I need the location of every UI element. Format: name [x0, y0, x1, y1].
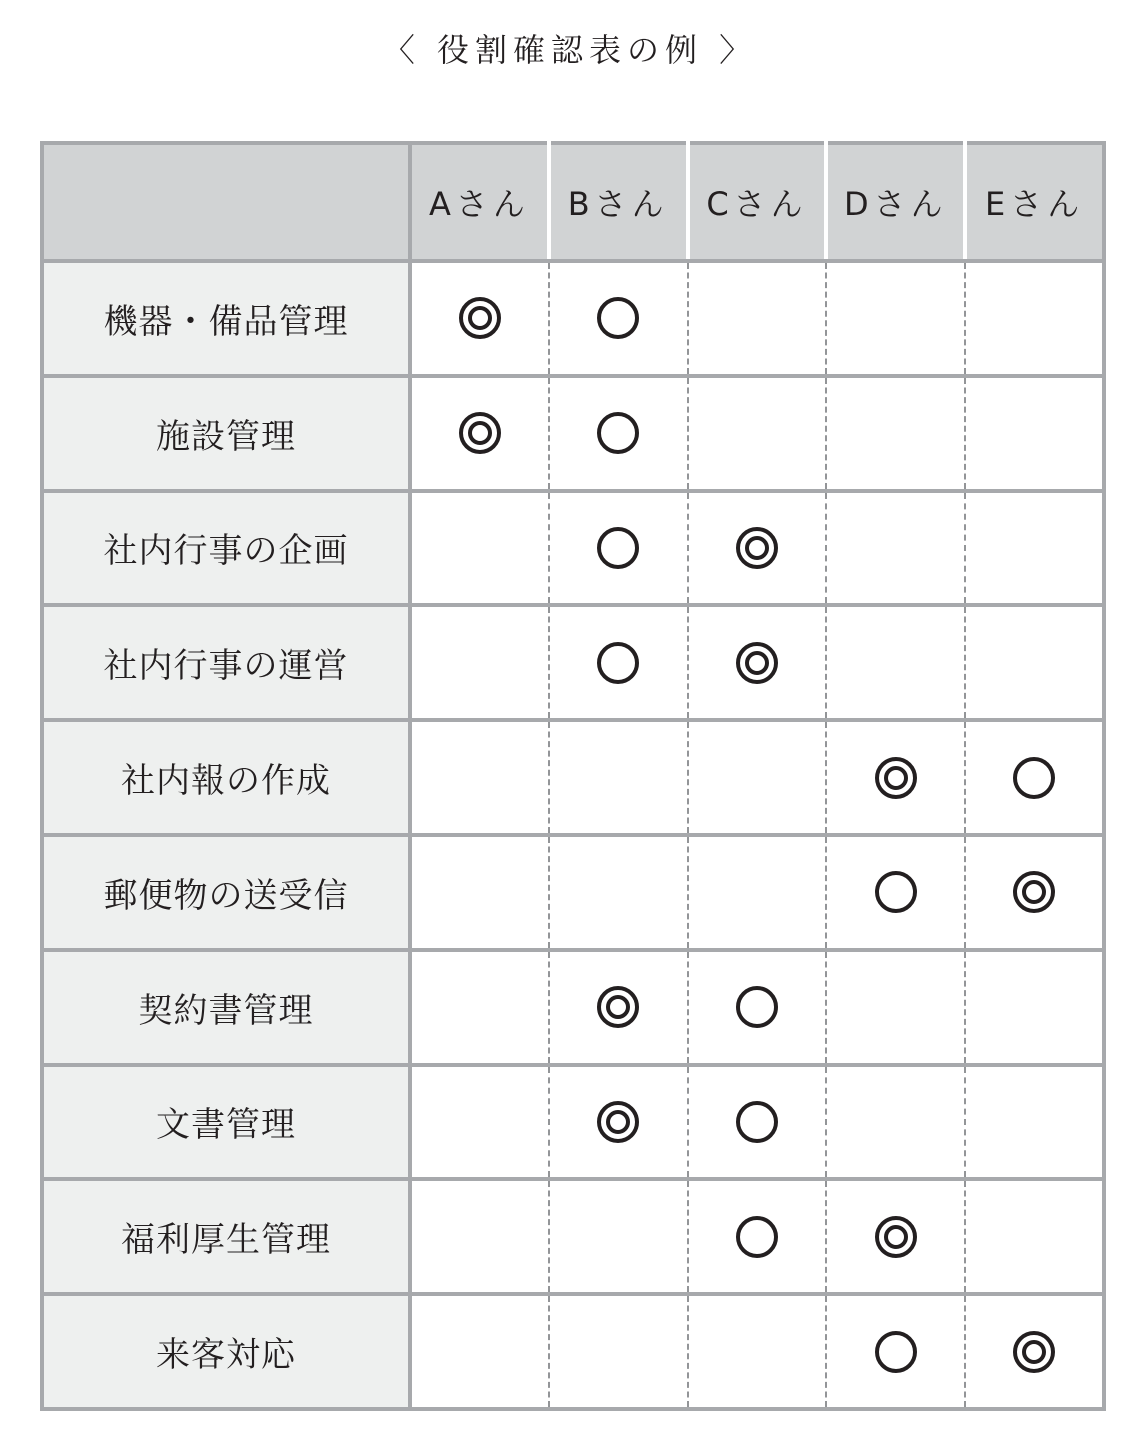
task-label: 来客対応 — [42, 1294, 410, 1409]
double-circle-mark — [734, 525, 780, 571]
task-label: 文書管理 — [42, 1065, 410, 1180]
role-cell — [688, 376, 827, 491]
task-label: 契約書管理 — [42, 950, 410, 1065]
role-cell — [965, 605, 1104, 720]
task-label: 社内行事の運営 — [42, 605, 410, 720]
circle-mark — [873, 1329, 919, 1375]
role-cell — [826, 605, 965, 720]
role-cell — [965, 1179, 1104, 1294]
role-cell — [410, 491, 549, 606]
role-table — [40, 141, 1106, 1411]
table-row — [42, 491, 1104, 606]
role-cell — [826, 376, 965, 491]
role-cell — [965, 491, 1104, 606]
circle-mark — [595, 410, 641, 456]
double-circle-mark — [595, 984, 641, 1030]
table-row — [42, 950, 1104, 1065]
table-row — [42, 605, 1104, 720]
role-cell — [965, 376, 1104, 491]
double-circle-mark — [873, 755, 919, 801]
circle-mark — [595, 295, 641, 341]
role-cell — [410, 605, 549, 720]
column-header: Cさん — [688, 143, 827, 261]
task-label: 福利厚生管理 — [42, 1179, 410, 1294]
role-cell — [410, 950, 549, 1065]
role-cell — [826, 261, 965, 376]
role-cell — [965, 950, 1104, 1065]
role-cell — [688, 835, 827, 950]
role-cell — [826, 1065, 965, 1180]
role-cell — [826, 950, 965, 1065]
role-cell — [549, 720, 688, 835]
table-row — [42, 1294, 1104, 1409]
double-circle-mark — [595, 1099, 641, 1145]
role-cell — [410, 720, 549, 835]
table-row — [42, 720, 1104, 835]
table-row — [42, 376, 1104, 491]
task-label: 機器・備品管理 — [42, 261, 410, 376]
role-cell — [549, 1179, 688, 1294]
role-cell — [688, 1294, 827, 1409]
circle-mark — [734, 984, 780, 1030]
role-cell — [410, 1179, 549, 1294]
column-header: Dさん — [826, 143, 965, 261]
header-row — [42, 143, 1104, 261]
corner-cell — [42, 143, 410, 261]
role-cell — [965, 1065, 1104, 1180]
role-cell — [688, 261, 827, 376]
page-title: 〈 役割確認表の例 〉 — [382, 31, 758, 69]
task-label: 施設管理 — [42, 376, 410, 491]
role-cell — [549, 491, 688, 606]
role-cell — [549, 835, 688, 950]
role-cell — [410, 1065, 549, 1180]
role-cell — [826, 835, 965, 950]
role-cell — [965, 720, 1104, 835]
double-circle-mark — [1011, 1329, 1057, 1375]
table-row — [42, 1065, 1104, 1180]
role-cell — [826, 491, 965, 606]
column-header: Eさん — [965, 143, 1104, 261]
role-cell — [965, 261, 1104, 376]
role-cell — [826, 1179, 965, 1294]
role-cell — [410, 261, 549, 376]
circle-mark — [734, 1099, 780, 1145]
role-cell — [410, 1294, 549, 1409]
circle-mark — [595, 525, 641, 571]
circle-mark — [734, 1214, 780, 1260]
role-cell — [688, 720, 827, 835]
role-cell — [965, 1294, 1104, 1409]
circle-mark — [873, 869, 919, 915]
table-row — [42, 1179, 1104, 1294]
role-cell — [549, 605, 688, 720]
circle-mark — [1011, 755, 1057, 801]
role-cell — [688, 1065, 827, 1180]
role-cell — [549, 1065, 688, 1180]
role-cell — [688, 605, 827, 720]
circle-mark — [595, 640, 641, 686]
role-cell — [549, 376, 688, 491]
table-row — [42, 261, 1104, 376]
task-label: 社内報の作成 — [42, 720, 410, 835]
role-cell — [410, 835, 549, 950]
role-cell — [965, 835, 1104, 950]
role-cell — [549, 1294, 688, 1409]
double-circle-mark — [457, 410, 503, 456]
table-body — [42, 261, 1104, 1409]
role-cell — [688, 491, 827, 606]
role-cell — [826, 720, 965, 835]
double-circle-mark — [1011, 869, 1057, 915]
column-header: Aさん — [410, 143, 549, 261]
column-header: Bさん — [549, 143, 688, 261]
double-circle-mark — [734, 640, 780, 686]
task-label: 社内行事の企画 — [42, 491, 410, 606]
role-cell — [549, 261, 688, 376]
role-cell — [688, 950, 827, 1065]
role-cell — [826, 1294, 965, 1409]
role-cell — [688, 1179, 827, 1294]
role-cell — [549, 950, 688, 1065]
double-circle-mark — [873, 1214, 919, 1260]
double-circle-mark — [457, 295, 503, 341]
table-row — [42, 835, 1104, 950]
task-label: 郵便物の送受信 — [42, 835, 410, 950]
role-cell — [410, 376, 549, 491]
